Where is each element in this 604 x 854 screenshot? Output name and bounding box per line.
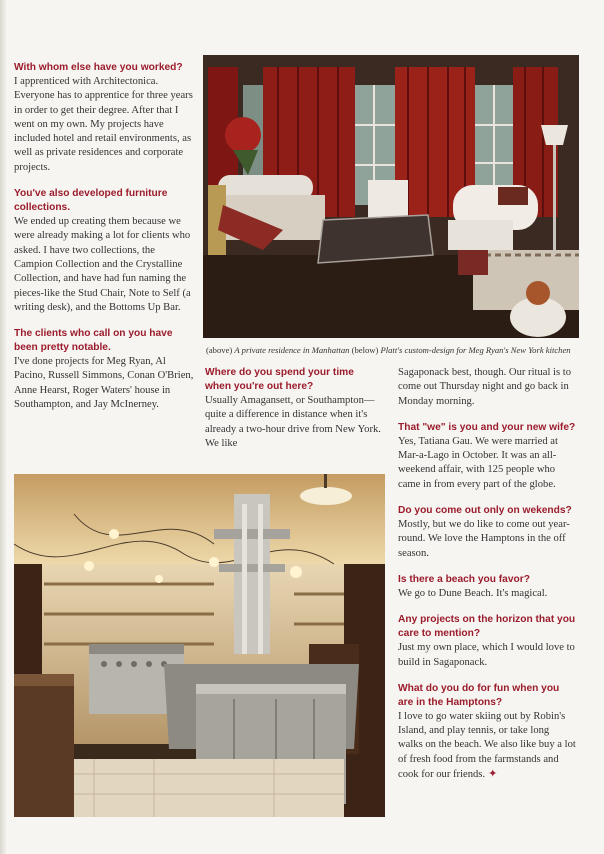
page-binding-edge <box>0 0 6 854</box>
answer-text: I've done projects for Meg Ryan, Al Pacino, Russell Simmons, Conan O'Brien, Anne Hearst, Roger Waters' house in Southampton, and Jay McInerney. <box>14 356 194 411</box>
column-right <box>398 366 576 794</box>
question-heading: Where do you spend your time when you're out here? <box>205 367 354 392</box>
caption-below-text: Platt's custom-design for Meg Ryan's New York kitchen <box>380 345 571 355</box>
photo-caption <box>206 345 581 356</box>
question-heading: With whom else have you worked? <box>14 62 183 73</box>
answer-text: We go to Dune Beach. It's magical. <box>398 587 548 599</box>
kitchen-photo <box>14 474 385 817</box>
answer-text: Yes, Tatiana Gau. We were married at Mar-a-Lago in October. It was an all-weekend affair, with 125 people who came in from every part of the globe. <box>398 435 558 490</box>
question-heading: That "we" is you and your new wife? <box>398 421 576 433</box>
answer-text: Just my own place, which I would love to build in Sagaponack. <box>398 642 575 668</box>
answer-last-text: I love to go water skiing out by Robin's Island, and play tennis, or take long walks on the beach. We also like buy a lot of fresh food from the farmstands and cook for our friends. <box>398 710 576 781</box>
question-heading: Is there a beach you favor? <box>398 573 530 585</box>
caption-above-text: A private residence in Manhattan <box>234 345 350 355</box>
question-heading: What do you do for fun when you are in the Hamptons? <box>398 682 560 708</box>
caption-below-label: (below) <box>351 345 379 355</box>
answer-text: I apprenticed with Architectonica. Everyone has to apprentice for three years in order to get their degree. After that I went on my own. My projects have included hotel and retail environments, as well as private residences and corporate projects. <box>14 76 193 173</box>
question-heading: You've also developed furniture collections. <box>14 188 168 214</box>
answer-text: Sagaponack best, though. Our ritual is to come out Thursday night and go back in Monday morning. <box>398 367 572 407</box>
caption-above-label: (above) <box>206 345 233 355</box>
question-heading: Do you come out only on wekends? <box>398 505 572 517</box>
end-mark-icon: ✦ <box>488 768 498 781</box>
answer-text: Mostly, but we do like to come out year-round. We love the Hamptons in the off season. <box>398 519 570 559</box>
residence-photo <box>203 55 579 338</box>
column-left <box>14 61 196 424</box>
answer-text: We ended up creating them because we were already making a lot for clients who asked. I have two collections, the Campion Collection and the Crystalline Collection, and have had fun naming the pieces-like the Stud Chair, Note to Self (a writing desk), and the Bottoms Up Bar. <box>14 216 191 313</box>
question-heading: The clients who call on you have been pretty notable. <box>14 328 173 354</box>
column-middle <box>205 366 381 463</box>
answer-text: Usually Amagansett, or Southampton—quite a difference in distance when it's already a two-hour drive from New York. We like <box>205 395 381 449</box>
question-heading: Any projects on the horizon that you care to mention? <box>398 614 576 640</box>
answer-text <box>398 710 576 782</box>
